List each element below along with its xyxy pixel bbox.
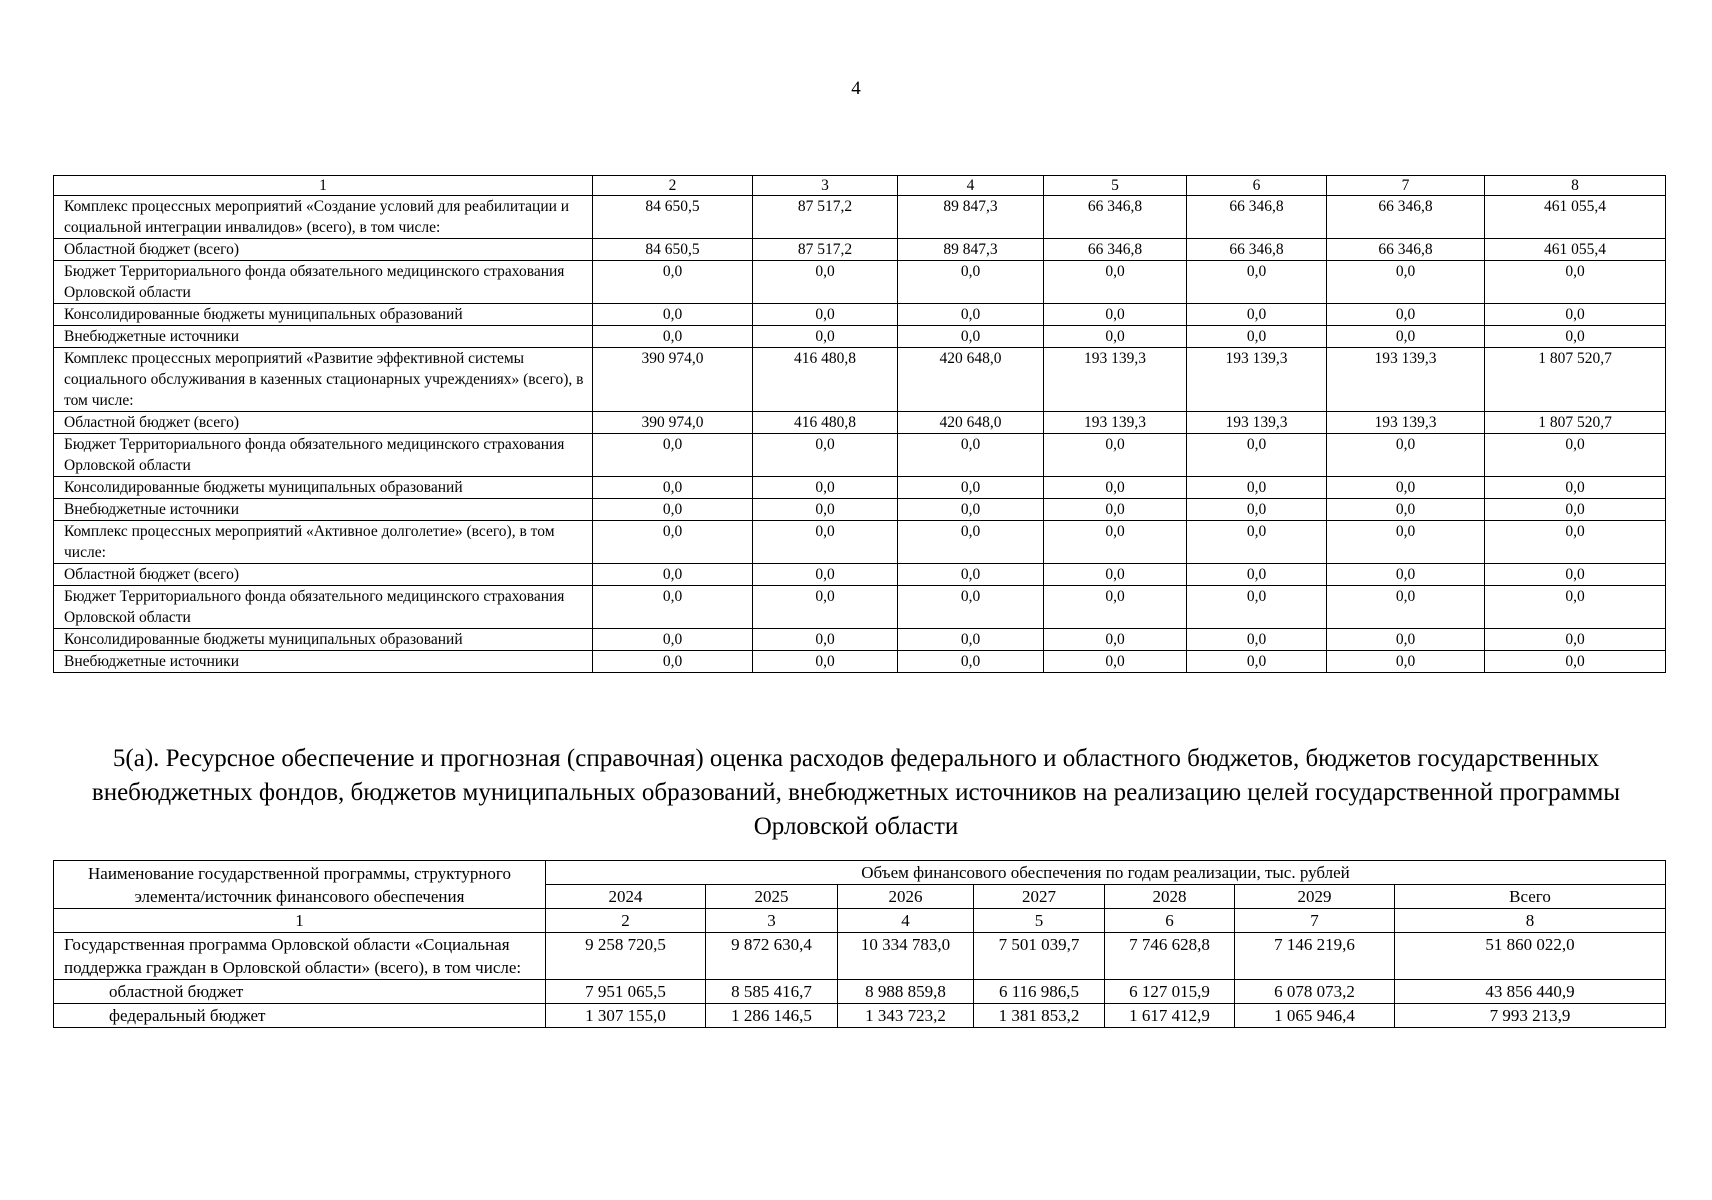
column-number-cell: 3 [706,909,838,933]
value-cell: 1 381 853,2 [974,1004,1105,1028]
funding-table-continued [53,175,1666,673]
column-number-cell: 3 [753,176,898,196]
table-row [54,499,1666,521]
column-number-cell: 1 [54,909,546,933]
column-number-row [54,176,1666,196]
value-cell: 66 346,8 [1327,196,1485,239]
value-cell: 0,0 [1327,326,1485,348]
table-row [54,304,1666,326]
value-cell: 420 648,0 [898,412,1044,434]
value-cell: 9 872 630,4 [706,933,838,980]
value-cell: 0,0 [1044,564,1187,586]
value-cell: 0,0 [753,261,898,304]
table-row [54,477,1666,499]
table-row [54,1004,1666,1028]
value-cell: 0,0 [1187,564,1327,586]
value-cell: 1 307 155,0 [546,1004,706,1028]
value-cell: 6 116 986,5 [974,980,1105,1004]
row-name-cell: Бюджет Территориального фонда обязательного медицинского страхования Орловской области [54,261,593,304]
value-cell: 1 065 946,4 [1235,1004,1395,1028]
value-cell: 0,0 [1187,326,1327,348]
value-cell: 0,0 [1044,651,1187,673]
value-cell: 193 139,3 [1187,348,1327,412]
value-cell: 390 974,0 [593,412,753,434]
value-cell: 0,0 [1187,499,1327,521]
value-cell: 0,0 [1044,499,1187,521]
value-cell: 84 650,5 [593,239,753,261]
value-cell: 0,0 [593,477,753,499]
value-cell: 7 746 628,8 [1105,933,1235,980]
value-cell: 0,0 [593,586,753,629]
year-header-cell: 2024 [546,885,706,909]
value-cell: 1 807 520,7 [1485,412,1666,434]
value-cell: 0,0 [1187,629,1327,651]
value-cell: 0,0 [898,499,1044,521]
value-cell: 0,0 [1187,434,1327,477]
value-cell: 66 346,8 [1187,239,1327,261]
table-row [54,933,1666,980]
year-header-cell: 2029 [1235,885,1395,909]
value-cell: 193 139,3 [1327,348,1485,412]
row-name-cell: Государственная программа Орловской области «Социальная поддержка граждан в Орловской области» (всего), в том числе: [54,933,546,980]
value-cell: 0,0 [1485,261,1666,304]
value-cell: 0,0 [1485,304,1666,326]
table-row [54,651,1666,673]
value-cell: 0,0 [1485,586,1666,629]
row-name-cell: Бюджет Территориального фонда обязательного медицинского страхования Орловской области [54,586,593,629]
table-row [54,261,1666,304]
value-cell: 0,0 [1485,434,1666,477]
value-cell: 0,0 [1187,586,1327,629]
value-cell: 0,0 [1327,261,1485,304]
value-cell: 66 346,8 [1044,196,1187,239]
value-cell: 193 139,3 [1327,412,1485,434]
value-cell: 87 517,2 [753,196,898,239]
value-cell: 0,0 [1044,521,1187,564]
column-number-cell: 2 [546,909,706,933]
value-cell: 461 055,4 [1485,239,1666,261]
table-row [54,980,1666,1004]
value-cell: 0,0 [593,261,753,304]
value-cell: 0,0 [898,586,1044,629]
value-cell: 0,0 [753,521,898,564]
value-cell: 0,0 [1044,477,1187,499]
value-cell: 461 055,4 [1485,196,1666,239]
value-cell: 0,0 [1044,586,1187,629]
value-cell: 89 847,3 [898,196,1044,239]
value-cell: 0,0 [1485,521,1666,564]
row-name-cell: Комплекс процессных мероприятий «Создание условий для реабилитации и социальной интеграции инвалидов» (всего), в том числе: [54,196,593,239]
value-cell: 0,0 [1327,564,1485,586]
row-name-cell: Областной бюджет (всего) [54,239,593,261]
row-name-cell: Консолидированные бюджеты муниципальных образований [54,304,593,326]
year-header-cell: 2026 [838,885,974,909]
value-cell: 9 258 720,5 [546,933,706,980]
row-name-cell: Внебюджетные источники [54,326,593,348]
column-number-cell: 4 [898,176,1044,196]
table-row [54,326,1666,348]
value-cell: 0,0 [753,651,898,673]
value-cell: 43 856 440,9 [1395,980,1666,1004]
value-cell: 1 617 412,9 [1105,1004,1235,1028]
value-cell: 6 078 073,2 [1235,980,1395,1004]
table-row [54,196,1666,239]
row-name-cell: Комплекс процессных мероприятий «Активное долголетие» (всего), в том числе: [54,521,593,564]
value-cell: 0,0 [1327,521,1485,564]
year-header-cell: 2028 [1105,885,1235,909]
value-cell: 0,0 [1485,564,1666,586]
value-cell: 0,0 [898,629,1044,651]
value-cell: 0,0 [1044,326,1187,348]
value-cell: 193 139,3 [1187,412,1327,434]
value-cell: 7 501 039,7 [974,933,1105,980]
value-cell: 0,0 [753,564,898,586]
value-cell: 0,0 [1187,521,1327,564]
value-cell: 193 139,3 [1044,412,1187,434]
value-cell: 0,0 [898,434,1044,477]
row-name-cell: Областной бюджет (всего) [54,412,593,434]
row-name-cell: Областной бюджет (всего) [54,564,593,586]
value-cell: 1 807 520,7 [1485,348,1666,412]
table-row [54,348,1666,412]
value-cell: 66 346,8 [1044,239,1187,261]
column-number-cell: 8 [1395,909,1666,933]
column-number-cell: 5 [1044,176,1187,196]
value-cell: 0,0 [1485,629,1666,651]
value-cell: 0,0 [1327,499,1485,521]
value-cell: 89 847,3 [898,239,1044,261]
value-cell: 416 480,8 [753,348,898,412]
value-cell: 0,0 [1044,304,1187,326]
value-cell: 7 146 219,6 [1235,933,1395,980]
value-cell: 0,0 [898,651,1044,673]
resource-table [53,860,1666,1028]
column-number-cell: 6 [1105,909,1235,933]
value-cell: 8 585 416,7 [706,980,838,1004]
value-cell: 51 860 022,0 [1395,933,1666,980]
value-cell: 0,0 [1187,261,1327,304]
column-number-cell: 6 [1187,176,1327,196]
funding-group-header: Объем финансового обеспечения по годам реализации, тыс. рублей [546,861,1666,885]
name-column-header: Наименование государственной программы, структурного элемента/источник финансового обеспечения [54,861,546,909]
row-name-cell: Бюджет Территориального фонда обязательного медицинского страхования Орловской области [54,434,593,477]
value-cell: 0,0 [898,261,1044,304]
table-row [54,521,1666,564]
value-cell: 0,0 [1327,304,1485,326]
value-cell: 0,0 [1327,586,1485,629]
value-cell: 0,0 [1187,304,1327,326]
value-cell: 0,0 [593,651,753,673]
row-name-cell: Внебюджетные источники [54,651,593,673]
value-cell: 10 334 783,0 [838,933,974,980]
column-number-cell: 1 [54,176,593,196]
value-cell: 416 480,8 [753,412,898,434]
year-header-cell: Всего [1395,885,1666,909]
value-cell: 0,0 [1485,499,1666,521]
value-cell: 0,0 [593,434,753,477]
row-name-cell: Внебюджетные источники [54,499,593,521]
column-number-cell: 2 [593,176,753,196]
table-row [54,629,1666,651]
value-cell: 1 286 146,5 [706,1004,838,1028]
value-cell: 0,0 [898,564,1044,586]
row-name-cell: областной бюджет [54,980,546,1004]
value-cell: 0,0 [1485,651,1666,673]
row-name-cell: Комплекс процессных мероприятий «Развитие эффективной системы социального обслуживания в казенных стационарных учреждениях» (всего), в том числе: [54,348,593,412]
value-cell: 0,0 [1187,477,1327,499]
row-name-cell: федеральный бюджет [54,1004,546,1028]
value-cell: 0,0 [753,499,898,521]
value-cell: 0,0 [1327,434,1485,477]
value-cell: 0,0 [1327,651,1485,673]
value-cell: 0,0 [753,434,898,477]
table-row [54,564,1666,586]
value-cell: 0,0 [753,629,898,651]
value-cell: 7 993 213,9 [1395,1004,1666,1028]
column-number-cell: 7 [1327,176,1485,196]
table-row [54,239,1666,261]
value-cell: 0,0 [898,304,1044,326]
value-cell: 0,0 [898,326,1044,348]
value-cell: 0,0 [898,477,1044,499]
value-cell: 1 343 723,2 [838,1004,974,1028]
value-cell: 420 648,0 [898,348,1044,412]
row-name-cell: Консолидированные бюджеты муниципальных образований [54,477,593,499]
column-number-cell: 8 [1485,176,1666,196]
value-cell: 0,0 [1327,629,1485,651]
page-number: 4 [851,78,861,99]
column-number-cell: 7 [1235,909,1395,933]
value-cell: 193 139,3 [1044,348,1187,412]
value-cell: 0,0 [898,521,1044,564]
value-cell: 390 974,0 [593,348,753,412]
value-cell: 0,0 [1044,261,1187,304]
table-row [54,434,1666,477]
value-cell: 0,0 [593,564,753,586]
value-cell: 6 127 015,9 [1105,980,1235,1004]
value-cell: 0,0 [1485,477,1666,499]
value-cell: 0,0 [593,521,753,564]
value-cell: 0,0 [753,586,898,629]
value-cell: 0,0 [593,326,753,348]
value-cell: 0,0 [1187,651,1327,673]
value-cell: 0,0 [1485,326,1666,348]
year-header-cell: 2025 [706,885,838,909]
value-cell: 0,0 [753,304,898,326]
table-row [54,412,1666,434]
column-number-cell: 5 [974,909,1105,933]
value-cell: 0,0 [753,326,898,348]
value-cell: 0,0 [593,304,753,326]
value-cell: 0,0 [1044,629,1187,651]
value-cell: 66 346,8 [1187,196,1327,239]
value-cell: 0,0 [593,499,753,521]
value-cell: 0,0 [1044,434,1187,477]
column-number-row [54,909,1666,933]
value-cell: 0,0 [593,629,753,651]
section-title: 5(а). Ресурсное обеспечение и прогнозная (справочная) оценка расходов федерального и областного бюджетов, бюджетов государственных внебюджетных фондов, бюджетов муниципальных образований, внебюджетных источников на реализацию целей государственной программы Орловской области [91,745,1621,840]
row-name-cell: Консолидированные бюджеты муниципальных образований [54,629,593,651]
value-cell: 0,0 [1327,477,1485,499]
year-header-cell: 2027 [974,885,1105,909]
table-row [54,586,1666,629]
column-number-cell: 4 [838,909,974,933]
value-cell: 0,0 [753,477,898,499]
value-cell: 8 988 859,8 [838,980,974,1004]
value-cell: 7 951 065,5 [546,980,706,1004]
value-cell: 66 346,8 [1327,239,1485,261]
value-cell: 87 517,2 [753,239,898,261]
value-cell: 84 650,5 [593,196,753,239]
